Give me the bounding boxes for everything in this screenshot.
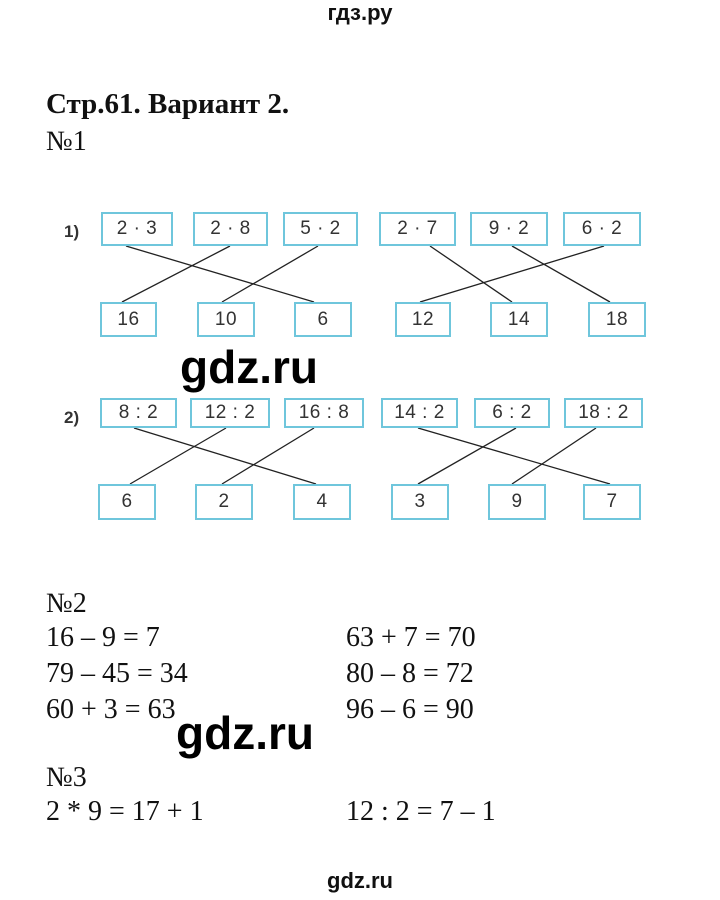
match-line bbox=[134, 428, 316, 484]
answer-box: 7 bbox=[583, 484, 641, 520]
task-2-label: №2 bbox=[46, 588, 87, 619]
answer-box: 6 bbox=[294, 302, 352, 337]
match-line bbox=[222, 246, 318, 302]
row-number: 1) bbox=[64, 222, 80, 241]
row-number: 2) bbox=[64, 408, 80, 427]
task-3-label: №3 bbox=[46, 762, 87, 793]
page-title: Стр.61. Вариант 2. bbox=[46, 88, 290, 120]
equation: 80 – 8 = 72 bbox=[346, 658, 474, 689]
answer-box: 3 bbox=[391, 484, 449, 520]
equation: 60 + 3 = 63 bbox=[46, 694, 176, 725]
expression-box: 16 : 8 bbox=[284, 398, 364, 428]
expression-box: 9 · 2 bbox=[470, 212, 548, 246]
match-line bbox=[430, 246, 512, 302]
expression-box: 18 : 2 bbox=[564, 398, 643, 428]
watermark: gdz.ru bbox=[176, 707, 314, 759]
answer-box: 9 bbox=[488, 484, 546, 520]
match-line bbox=[512, 246, 610, 302]
expression-box: 5 · 2 bbox=[283, 212, 358, 246]
answer-box: 4 bbox=[293, 484, 351, 520]
site-header-label: гдз.ру bbox=[327, 0, 393, 25]
match-line bbox=[418, 428, 610, 484]
task-1-label: №1 bbox=[46, 126, 87, 157]
expression-box: 14 : 2 bbox=[381, 398, 458, 428]
answer-box: 6 bbox=[98, 484, 156, 520]
equation: 12 : 2 = 7 – 1 bbox=[346, 796, 496, 827]
match-line bbox=[420, 246, 604, 302]
answer-box: 2 bbox=[195, 484, 253, 520]
watermark: gdz.ru bbox=[180, 341, 318, 393]
expression-box: 8 : 2 bbox=[100, 398, 177, 428]
site-footer-label: gdz.ru bbox=[327, 868, 393, 893]
answer-box: 12 bbox=[395, 302, 451, 337]
answer-box: 10 bbox=[197, 302, 255, 337]
answer-box: 14 bbox=[490, 302, 548, 337]
equation: 96 – 6 = 90 bbox=[346, 694, 474, 725]
equation: 79 – 45 = 34 bbox=[46, 658, 188, 689]
match-line bbox=[418, 428, 516, 484]
equation: 2 * 9 = 17 + 1 bbox=[46, 796, 204, 827]
expression-box: 2 · 3 bbox=[101, 212, 173, 246]
match-line bbox=[130, 428, 226, 484]
expression-box: 6 · 2 bbox=[563, 212, 641, 246]
expression-box: 2 · 7 bbox=[379, 212, 456, 246]
answer-box: 16 bbox=[100, 302, 157, 337]
match-line bbox=[126, 246, 314, 302]
expression-box: 2 · 8 bbox=[193, 212, 268, 246]
equation: 63 + 7 = 70 bbox=[346, 622, 476, 653]
expression-box: 12 : 2 bbox=[190, 398, 270, 428]
match-line bbox=[122, 246, 230, 302]
expression-box: 6 : 2 bbox=[474, 398, 550, 428]
answer-box: 18 bbox=[588, 302, 646, 337]
equation: 16 – 9 = 7 bbox=[46, 622, 160, 653]
match-line bbox=[222, 428, 314, 484]
